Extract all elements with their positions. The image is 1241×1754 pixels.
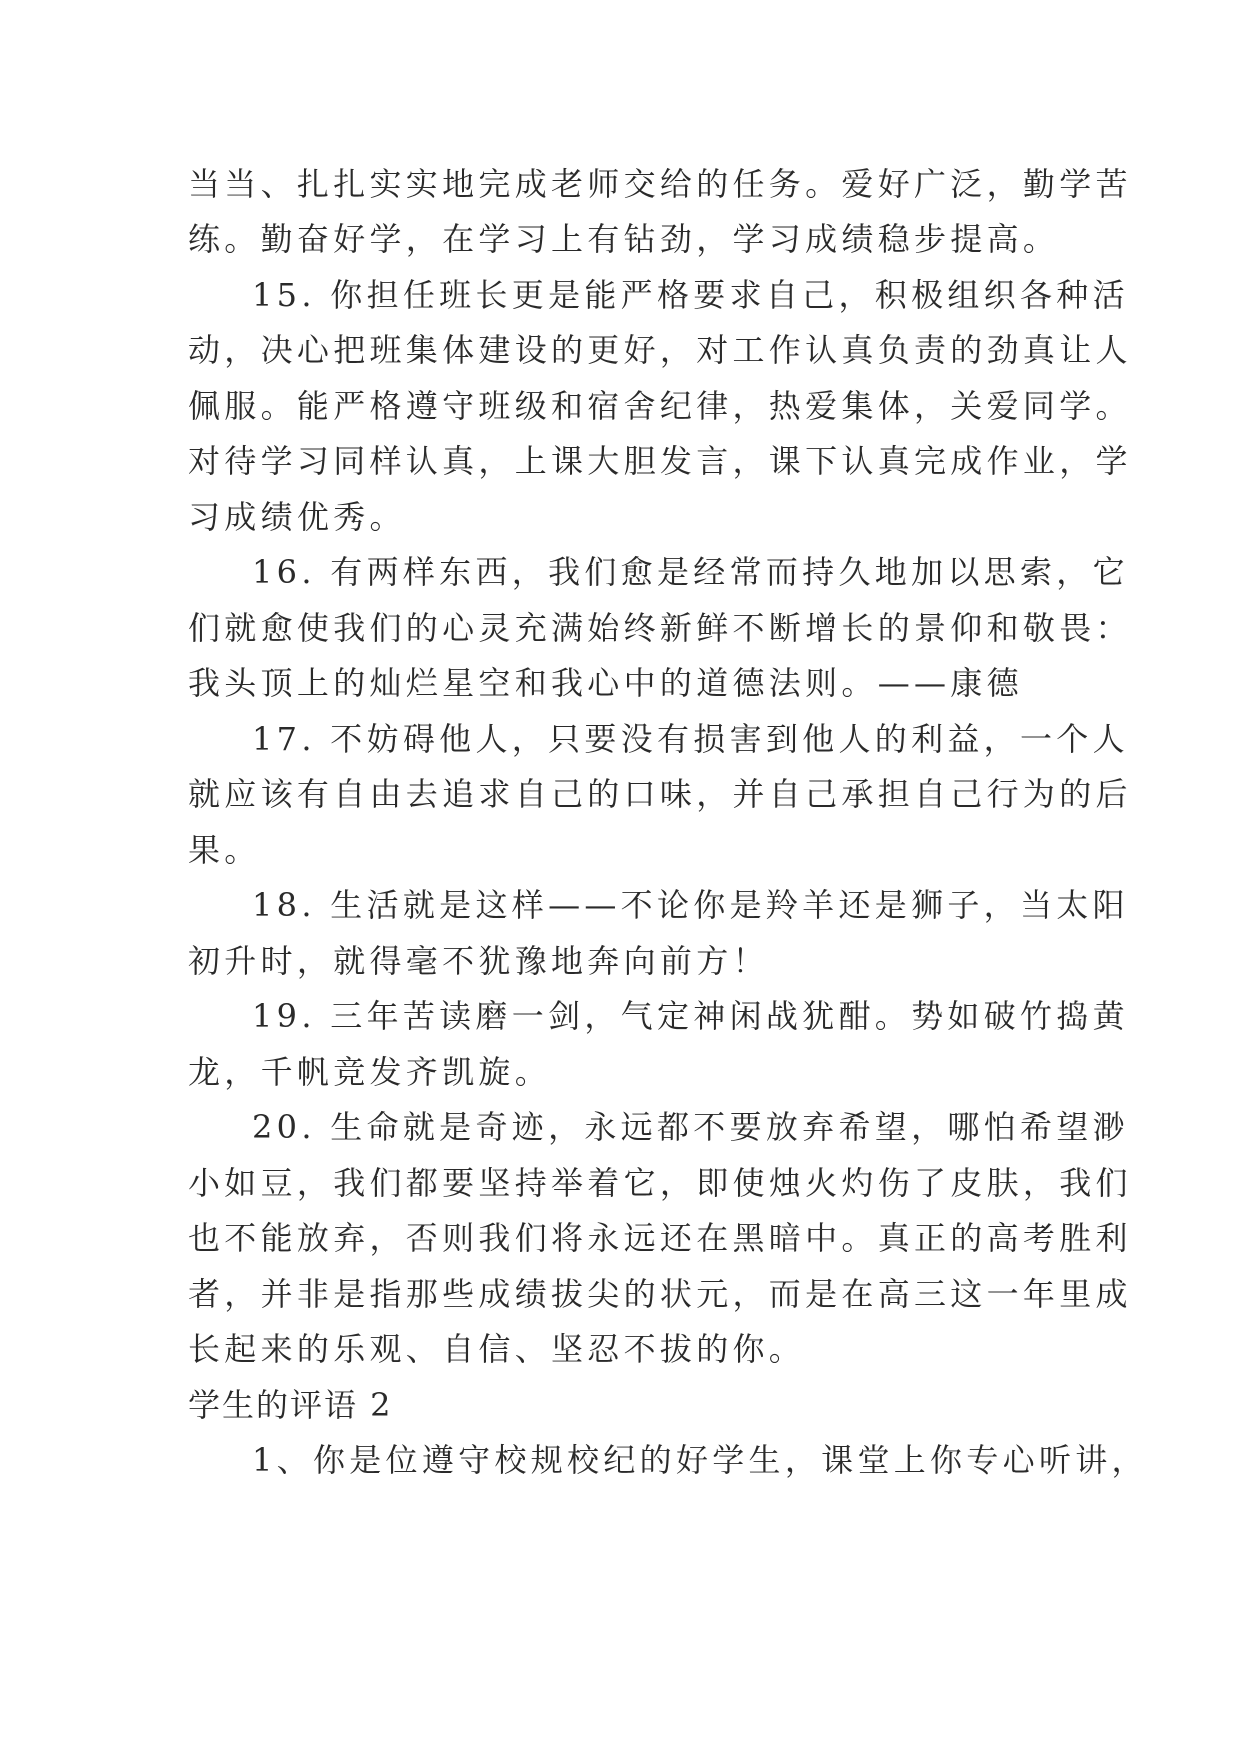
item-17-line-1: 17. 不妨碍他人，只要没有损害到他人的利益，一个人 — [252, 720, 1129, 758]
item-20-line-1: 20. 生命就是奇迹，永远都不要放弃希望，哪怕希望渺 — [252, 1108, 1129, 1146]
section-2-item-1-line-1: 1、你是位遵守校规校纪的好学生，课堂上你专心听讲， — [252, 1441, 1148, 1479]
item-20-line-5: 长起来的乐观、自信、坚忍不拔的你。 — [188, 1330, 806, 1368]
item-19-line-2: 龙，千帆竞发齐凯旋。 — [188, 1053, 552, 1091]
item-15-line-4: 对待学习同样认真，上课大胆发言，课下认真完成作业，学 — [188, 442, 1132, 480]
item-15-line-3: 佩服。能严格遵守班级和宿舍纪律，热爱集体，关爱同学。 — [188, 387, 1132, 425]
item-17-line-3: 果。 — [188, 831, 261, 869]
item-19-line-1: 19. 三年苦读磨一剑，气定神闲战犹酣。势如破竹捣黄 — [252, 997, 1129, 1035]
item-18-line-1: 18. 生活就是这样——不论你是羚羊还是狮子，当太阳 — [252, 886, 1129, 924]
item-15-line-5: 习成绩优秀。 — [188, 498, 406, 536]
section-heading: 学生的评语 2 — [188, 1386, 393, 1424]
item-17-line-2: 就应该有自由去追求自己的口味，并自己承担自己行为的后 — [188, 775, 1132, 813]
item-18-line-2: 初升时，就得毫不犹豫地奔向前方！ — [188, 942, 769, 980]
item-20-line-2: 小如豆，我们都要坚持举着它，即使烛火灼伤了皮肤，我们 — [188, 1164, 1132, 1202]
item-16-line-3: 我头顶上的灿烂星空和我心中的道德法则。——康德 — [188, 664, 1023, 702]
item-15-line-2: 动，决心把班集体建设的更好，对工作认真负责的劲真让人 — [188, 331, 1132, 369]
text-line-1: 当当、扎扎实实地完成老师交给的任务。爱好广泛，勤学苦 — [188, 165, 1132, 203]
text-line-2: 练。勤奋好学，在学习上有钻劲，学习成绩稳步提高。 — [188, 220, 1060, 258]
item-20-line-3: 也不能放弃，否则我们将永远还在黑暗中。真正的高考胜利 — [188, 1219, 1132, 1257]
item-20-line-4: 者，并非是指那些成绩拔尖的状元，而是在高三这一年里成 — [188, 1275, 1132, 1313]
item-15-line-1: 15. 你担任班长更是能严格要求自己，积极组织各种活 — [252, 276, 1129, 314]
item-16-line-1: 16. 有两样东西，我们愈是经常而持久地加以思索，它 — [252, 553, 1129, 591]
item-16-line-2: 们就愈使我们的心灵充满始终新鲜不断增长的景仰和敬畏： — [188, 609, 1132, 647]
